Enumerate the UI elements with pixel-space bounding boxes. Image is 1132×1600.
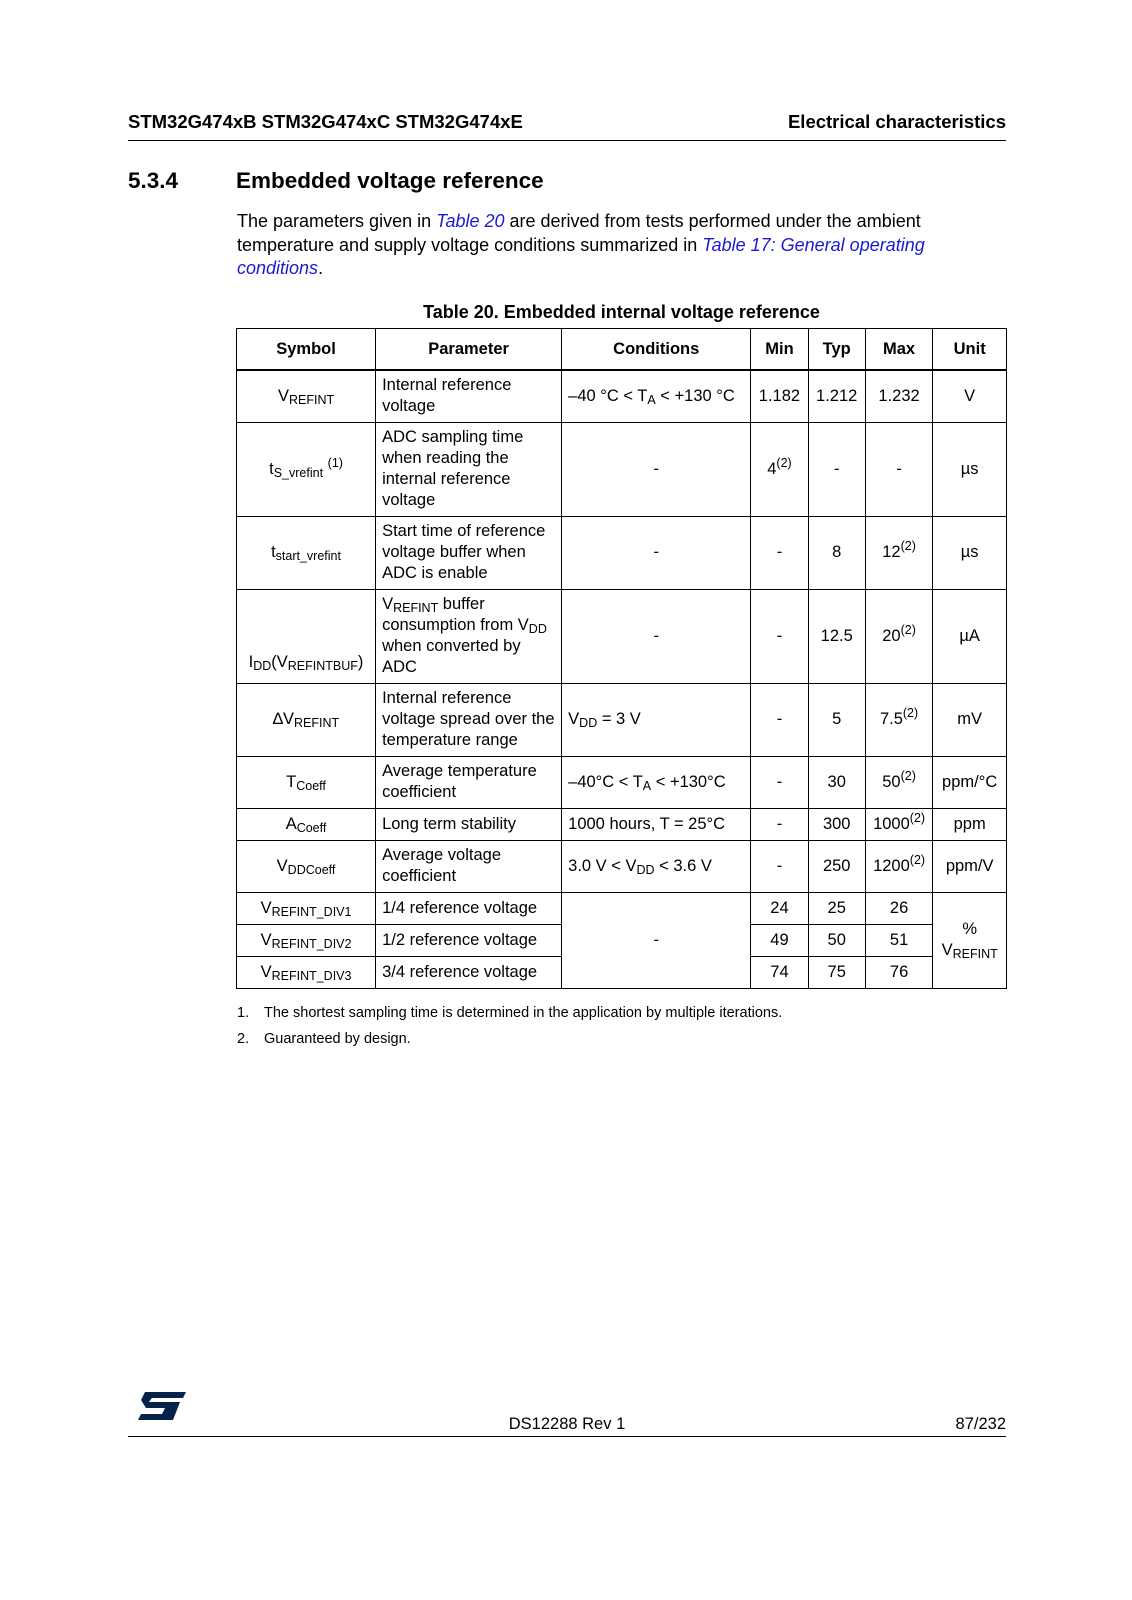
conditions-cell: - (562, 422, 751, 516)
typ-cell: 75 (808, 956, 865, 988)
symbol-cell: $V_{REFINT\_DIV2}$ (237, 924, 376, 956)
parameter-cell: ADC sampling time when reading the internal reference voltage (376, 422, 562, 516)
max-cell: 1200$^{(2)}$ (865, 840, 932, 892)
unit-cell: µA (933, 589, 1007, 683)
page-number: 87/232 (955, 1415, 1006, 1433)
note-number: 2. (237, 1031, 250, 1047)
parameter-cell: Average voltage coefficient (376, 840, 562, 892)
page-header (128, 108, 1006, 141)
header-min: Min (751, 329, 808, 371)
symbol-cell: $V_{REFINT}$ (237, 370, 376, 422)
max-cell: 1000$^{(2)}$ (865, 808, 932, 840)
table-row (237, 892, 1007, 924)
parameter-cell: $V_{REFINT}$ buffer consumption from $V_{DD}$ when converted by ADC (376, 589, 562, 683)
max-cell: - (865, 422, 932, 516)
unit-cell: ppm/V (933, 840, 1007, 892)
symbol-cell: $V_{REFINT\_DIV1}$ (237, 892, 376, 924)
min-cell: - (751, 683, 808, 756)
table-20-link[interactable]: Table 20 (436, 211, 505, 231)
symbol-cell: $I_{DD}(V_{REFINTBUF})$ (237, 589, 376, 683)
parameter-cell: 1/4 reference voltage (376, 892, 562, 924)
header-chapter-title: Electrical characteristics (787, 111, 1006, 132)
typ-cell: - (808, 422, 865, 516)
min-cell: - (751, 840, 808, 892)
typ-cell: 250 (808, 840, 865, 892)
header-typ: Typ (808, 329, 865, 371)
note-text: The shortest sampling time is determined in the application by multiple iterations. (264, 1005, 783, 1021)
typ-cell: 25 (808, 892, 865, 924)
intro-text-2: are derived from tests performed under the ambient temperature and supply voltage conditions summarized in (237, 211, 921, 255)
table-row (237, 516, 1007, 589)
intro-text-1: The parameters given in (237, 211, 437, 231)
symbol-cell: $\Delta V_{REFINT}$ (237, 683, 376, 756)
conditions-cell: $-40^\circ C < T_A < +130^\circ C$ (562, 756, 751, 808)
max-cell: 26 (865, 892, 932, 924)
parameter-cell: 1/2 reference voltage (376, 924, 562, 956)
table-header-row (237, 329, 1007, 371)
min-cell: 49 (751, 924, 808, 956)
max-cell: 51 (865, 924, 932, 956)
parameter-cell: Internal reference voltage spread over the temperature range (376, 683, 562, 756)
unit-cell: ppm (933, 808, 1007, 840)
page-footer (128, 1388, 1006, 1437)
conditions-cell: - (562, 892, 751, 988)
conditions-cell: - (562, 516, 751, 589)
max-cell: 7.5$^{(2)}$ (865, 683, 932, 756)
unit-cell: % $V_{REFINT}$ (933, 892, 1007, 988)
table-row (237, 589, 1007, 683)
min-cell: 74 (751, 956, 808, 988)
table-row (237, 840, 1007, 892)
parameter-cell: Long term stability (376, 808, 562, 840)
max-cell: 1.232 (865, 370, 932, 422)
typ-cell: 8 (808, 516, 865, 589)
typ-cell: 50 (808, 924, 865, 956)
header-conditions: Conditions (562, 329, 751, 371)
unit-cell: ppm/°C (933, 756, 1007, 808)
typ-cell: 300 (808, 808, 865, 840)
intro-paragraph (237, 210, 997, 281)
min-cell: - (751, 756, 808, 808)
conditions-cell: - (562, 589, 751, 683)
parameter-cell: Internal reference voltage (376, 370, 562, 422)
max-cell: 76 (865, 956, 932, 988)
header-parameter: Parameter (376, 329, 562, 371)
header-product-list: STM32G474xB STM32G474xC STM32G474xE (128, 111, 523, 132)
typ-cell: 12.5 (808, 589, 865, 683)
parameter-cell: 3/4 reference voltage (376, 956, 562, 988)
typ-cell: 5 (808, 683, 865, 756)
voltage-reference-table (236, 328, 1007, 989)
unit-cell: µs (933, 422, 1007, 516)
note-text: Guaranteed by design. (264, 1031, 411, 1047)
table-row (237, 422, 1007, 516)
intro-text-3: . (318, 258, 324, 278)
min-cell: 1.182 (751, 370, 808, 422)
header-symbol: Symbol (237, 329, 376, 371)
table-caption: Table 20. Embedded internal voltage reference (423, 302, 820, 322)
unit-cell: µs (933, 516, 1007, 589)
parameter-cell: Start time of reference voltage buffer when ADC is enable (376, 516, 562, 589)
note-number: 1. (237, 1005, 250, 1021)
header-unit: Unit (933, 329, 1007, 371)
min-cell: - (751, 516, 808, 589)
table-17-link[interactable]: Table 17: General operating conditions (237, 234, 925, 278)
table-row (237, 370, 1007, 422)
max-cell: 50$^{(2)}$ (865, 756, 932, 808)
symbol-cell: $t_{start\_vrefint}$ (237, 516, 376, 589)
table-row (237, 756, 1007, 808)
conditions-cell: $V_{DD} = 3$ V (562, 683, 751, 756)
max-cell: 12$^{(2)}$ (865, 516, 932, 589)
conditions-cell: –40 $^\circ C < T_A < +130$ °C (562, 370, 751, 422)
min-cell: 24 (751, 892, 808, 924)
min-cell: - (751, 808, 808, 840)
parameter-cell: Average temperature coefficient (376, 756, 562, 808)
max-cell: 20$^{(2)}$ (865, 589, 932, 683)
symbol-cell: $V_{DDCoeff}$ (237, 840, 376, 892)
typ-cell: 1.212 (808, 370, 865, 422)
symbol-cell: $t_{S\_vrefint}$ $^{(1)}$ (237, 422, 376, 516)
unit-cell: V (933, 370, 1007, 422)
min-cell: - (751, 589, 808, 683)
unit-cell: mV (933, 683, 1007, 756)
header-max: Max (865, 329, 932, 371)
conditions-cell: 1000 hours, T = 25°C (562, 808, 751, 840)
document-revision: DS12288 Rev 1 (508, 1415, 626, 1433)
section-title: Embedded voltage reference (236, 168, 544, 193)
table-row (237, 808, 1007, 840)
symbol-cell: $V_{REFINT\_DIV3}$ (237, 956, 376, 988)
min-cell: 4$^{(2)}$ (751, 422, 808, 516)
symbol-cell: $T_{Coeff}$ (237, 756, 376, 808)
section-number: 5.3.4 (128, 168, 179, 193)
symbol-cell: $A_{Coeff}$ (237, 808, 376, 840)
typ-cell: 30 (808, 756, 865, 808)
conditions-cell: 3.0 $V < V_{DD} < 3.6$ V (562, 840, 751, 892)
table-row (237, 683, 1007, 756)
